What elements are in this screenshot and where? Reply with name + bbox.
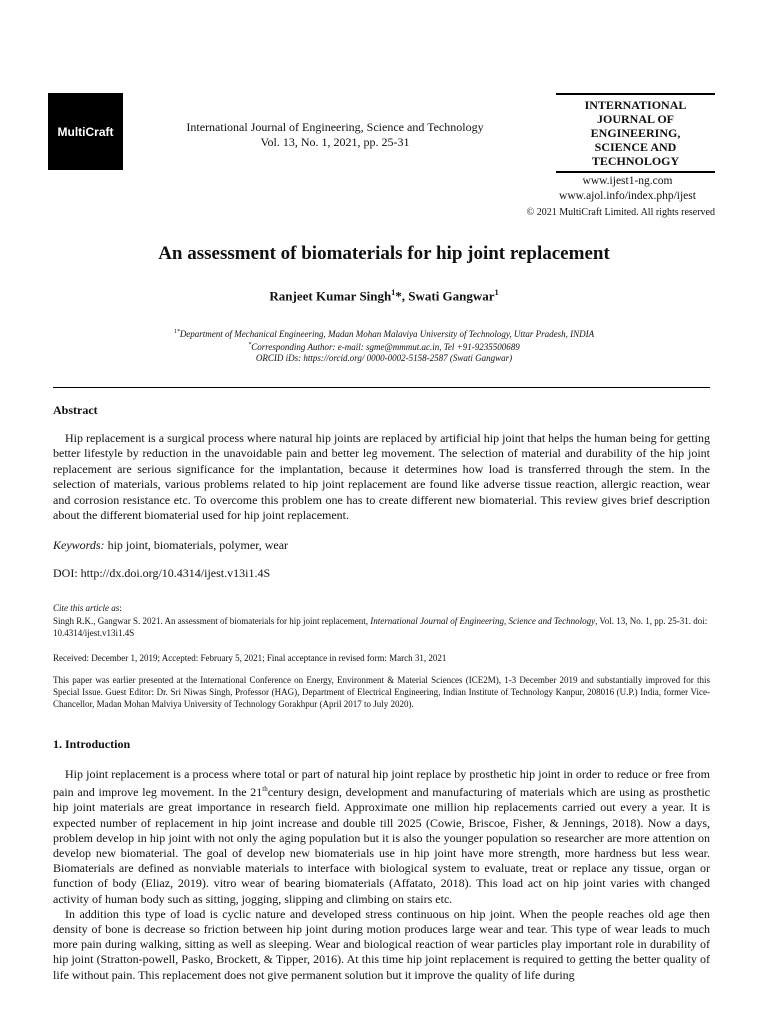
journal-box-line: ENGINEERING, (590, 126, 681, 140)
website-link[interactable]: www.ijest1-ng.com (582, 175, 673, 187)
received-dates: Received: December 1, 2019; Accepted: February 5, 2021; Final acceptance in revised form: March 31, 2021 (53, 653, 447, 663)
doi-link[interactable]: DOI: http://dx.doi.org/10.4314/ijest.v13i1.4S (53, 566, 271, 580)
citation-text (53, 615, 710, 639)
paragraph-text: century design, development and manufacturing of materials which are using as prosthetic hip joint materials are great importance in research field. Approximate one million hip replacements carried out every a year. It is expected number of replacement in hip joint increase and double till 2025 (Cowie, Briscoe, Fisher, & Jennings, 2018). Now a days, problem develop in hip joint with not only the aging population but it is also the younger population so researcher are more attention on develop new biomaterial. The goal of develop new biomaterials use in hip joint have more strength, more hardness but less wear. Biomaterials are defined as nonviable materials to interface with biological system to evaluate, treat or replace any tissue, organ or function of body (Eliaz, 2019). vitro wear of bearing biomaterials (Affatato, 2018). This load act on hip joint varies with changed activity of human body such as sitting, jogging, slipping and climbing on stairs etc. (53, 785, 710, 906)
introduction-heading: 1. Introduction (53, 737, 131, 751)
affiliation-mark: 1* (173, 329, 180, 335)
corresponding-author-text: Corresponding Author: e-mail: sgme@mmmut.ac.in, Tel +91-9235500689 (251, 342, 520, 352)
paragraph (53, 767, 710, 907)
cite-heading-text: Cite this article as (53, 603, 120, 613)
affiliation-text: Department of Mechanical Engineering, Madan Mohan Malaviya University of Technology, Uttar Pradesh, INDIA (179, 329, 595, 339)
copyright-notice: © 2021 MultiCraft Limited. All rights reserved (526, 207, 715, 218)
journal-name: International Journal of Engineering, Science and Technology (186, 120, 484, 134)
abstract-heading: Abstract (53, 403, 98, 417)
corresponding-author-line (40, 340, 728, 353)
journal-websites (540, 174, 715, 204)
journal-title-box (556, 93, 715, 173)
keywords-list: hip joint, biomaterials, polymer, wear (104, 538, 289, 552)
affiliations (40, 327, 728, 364)
journal-volume: Vol. 13, No. 1, 2021, pp. 25-31 (260, 135, 410, 149)
conference-note: This paper was earlier presented at the International Conference on Energy, Environment & Material Sciences (ICE2M), 1-3 December 2019 and substantially improved for this Special Issue. Guest Editor: Dr. Sri Niwas Singh, Professor (HAG), Department of Electrical Engineering, Indian Institute of Technology Kanpur, 208016 (U.P.) India, former Vice-Chancellor, Madan Mohan Malviya University of Technology Gorakhpur (April 2017 to July 2020). (53, 675, 710, 709)
logo-text: MultiCraft (57, 124, 114, 139)
keywords-label: Keywords: (53, 538, 105, 552)
citation-journal: International Journal of Engineering, Science and Technology (370, 616, 596, 626)
paragraph: In addition this type of load is cyclic nature and developed stress continuous on hip joint. When the people reaches old age then density of bone is decrease so friction between hip joint during motion produces large wear and tear. This type of wear leads to much more pain during walking, sitting as well as sleeping. Wear and biological reaction of wear particles play important role in durability of hip joint (Stratton-powell, Pasko, Brockett, & Tipper, 2016). At this time hip joint replacement is required to getting the better quality of life without pain. This replacement does not give permanent solution but it improve the quality of life during (53, 906, 710, 982)
article-title: An assessment of biomaterials for hip joint replacement (158, 243, 610, 264)
orcid-line: ORCID iDs: https://orcid.org/ 0000-0002-5158-2587 (Swati Gangwar) (255, 353, 513, 363)
citation-part: , Vol. 13, No. 1, pp. 25-31. doi: 10.4314/ijest.v13i1.4S (53, 616, 708, 638)
abstract-text: Hip replacement is a surgical process where natural hip joints are replaced by artificial hip joint that helps the human being for getting better lifestyle by reduction in the unavoidable pain and better leg movement. The selection of material and durability of the hip joint replacement are serious significance for the implantation, because it determines how load is transferred through the stem. In the selection of materials, various problems related to hip joint replacement are found like adverse tissue reaction, allergic reaction, wear and corrosion resistance etc. To overcome this problem one has to create different new biomaterial. This review gives brief description about the different biomaterial used for hip joint replacement. (53, 431, 710, 523)
journal-box-line: JOURNAL OF (596, 112, 674, 126)
journal-box-line: TECHNOLOGY (591, 154, 680, 168)
corresponding-mark: *, (395, 288, 409, 304)
citation-part: Singh R.K., Gangwar S. 2021. An assessment of biomaterials for hip joint replacement, (53, 616, 371, 626)
introduction-body (53, 767, 710, 983)
author-affiliation-mark: 1 (391, 288, 396, 297)
paragraph-text: Hip joint replacement is a process where total or part of natural hip joint replace by prosthetic hip joint in order to reduce or free from pain and improve leg movement. In the 21 (53, 767, 710, 800)
author-list (40, 288, 728, 304)
section-divider (53, 387, 710, 388)
superscript: th (262, 785, 268, 794)
affiliation-line (40, 327, 728, 340)
multicraft-logo (48, 93, 123, 170)
website-link[interactable]: www.ajol.info/index.php/ijest (559, 190, 696, 202)
journal-box-line: SCIENCE AND (594, 140, 677, 154)
journal-citation-header (150, 120, 520, 150)
keywords (53, 538, 288, 553)
author-affiliation-mark: 1 (494, 288, 499, 297)
cite-heading (53, 603, 122, 613)
author-name: Swati Gangwar (408, 288, 495, 304)
author-name: Ranjeet Kumar Singh (269, 288, 392, 304)
cite-heading-colon: : (119, 603, 122, 613)
affiliation-mark: * (248, 342, 252, 348)
journal-box-line: INTERNATIONAL (584, 98, 687, 112)
